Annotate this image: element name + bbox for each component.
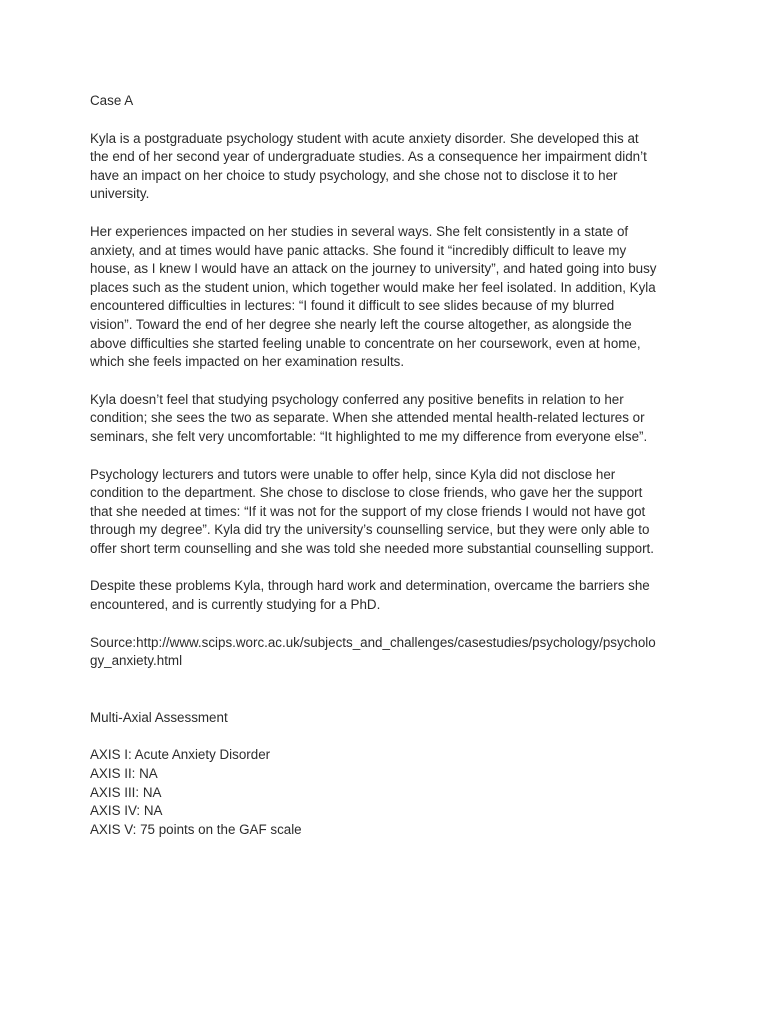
paragraph-line: that she needed at times: “If it was not for the support of my close friends I would not have got: [90, 503, 646, 519]
paragraph-line: places such as the student union, which together would make her feel isolated. In addition, Kyla: [90, 279, 656, 295]
paragraph-line: condition; she sees the two as separate. When she attended mental health-related lectures or: [90, 410, 645, 426]
paragraph-line: Kyla doesn’t feel that studying psychology conferred any positive benefits in relation to her: [90, 391, 624, 407]
axis-item: AXIS II: NA: [90, 766, 158, 782]
source-citation: [90, 634, 686, 671]
paragraph-support: [90, 466, 686, 559]
paragraph-line: have an impact on her choice to study psychology, and she chose not to disclose it to her: [90, 167, 618, 183]
paragraph-line: condition to the department. She chose to disclose to close friends, who gave her the support: [90, 485, 643, 501]
paragraph-line: university.: [90, 186, 150, 202]
paragraph-experiences: [90, 223, 686, 372]
paragraph-line: Kyla is a postgraduate psychology student with acute anxiety disorder. She developed this at: [90, 130, 639, 146]
paragraph-intro: [90, 130, 686, 204]
document-page: [90, 92, 686, 839]
paragraph-line: encountered, and is currently studying for a PhD.: [90, 597, 381, 613]
paragraph-line: Despite these problems Kyla, through hard work and determination, overcame the barriers she: [90, 578, 650, 594]
axis-item: AXIS IV: NA: [90, 803, 163, 819]
axis-item: AXIS I: Acute Anxiety Disorder: [90, 747, 271, 763]
source-line: Source:http://www.scips.worc.ac.uk/subjects_and_challenges/casestudies/psychology/psycholo: [90, 634, 656, 650]
paragraph-line: house, as I knew I would have an attack on the journey to university”, and hated going into busy: [90, 261, 657, 277]
paragraph-line: vision”. Toward the end of her degree she nearly left the course altogether, as alongside the: [90, 316, 632, 332]
paragraph-benefits: [90, 391, 686, 447]
paragraph-line: through my degree”. Kyla did try the university’s counselling service, but they were only able to: [90, 522, 650, 538]
paragraph-line: Her experiences impacted on her studies in several ways. She felt consistently in a state of: [90, 223, 629, 239]
paragraph-line: offer short term counselling and she was told she needed more substantial counselling support.: [90, 540, 654, 556]
source-line: gy_anxiety.html: [90, 653, 183, 669]
paragraph-outcome: [90, 577, 686, 614]
case-heading: Case A: [90, 93, 134, 108]
assessment-axes: [90, 746, 686, 839]
paragraph-line: which she feels impacted on her examination results.: [90, 354, 405, 370]
assessment-title: Multi-Axial Assessment: [90, 709, 228, 725]
paragraph-line: Psychology lecturers and tutors were unable to offer help, since Kyla did not disclose her: [90, 466, 616, 482]
axis-item: AXIS III: NA: [90, 784, 162, 800]
paragraph-line: encountered difficulties in lectures: “I found it difficult to see slides because of my blurred: [90, 298, 615, 314]
axis-item: AXIS V: 75 points on the GAF scale: [90, 821, 302, 837]
paragraph-line: above difficulties she started feeling unable to concentrate on her coursework, even at home,: [90, 335, 641, 351]
paragraph-line: anxiety, and at times would have panic attacks. She found it “incredibly difficult to leave my: [90, 242, 627, 258]
paragraph-line: the end of her second year of undergraduate studies. As a consequence her impairment didn’t: [90, 149, 647, 165]
paragraph-line: seminars, she felt very uncomfortable: “It highlighted to me my difference from everyone else”.: [90, 428, 648, 444]
